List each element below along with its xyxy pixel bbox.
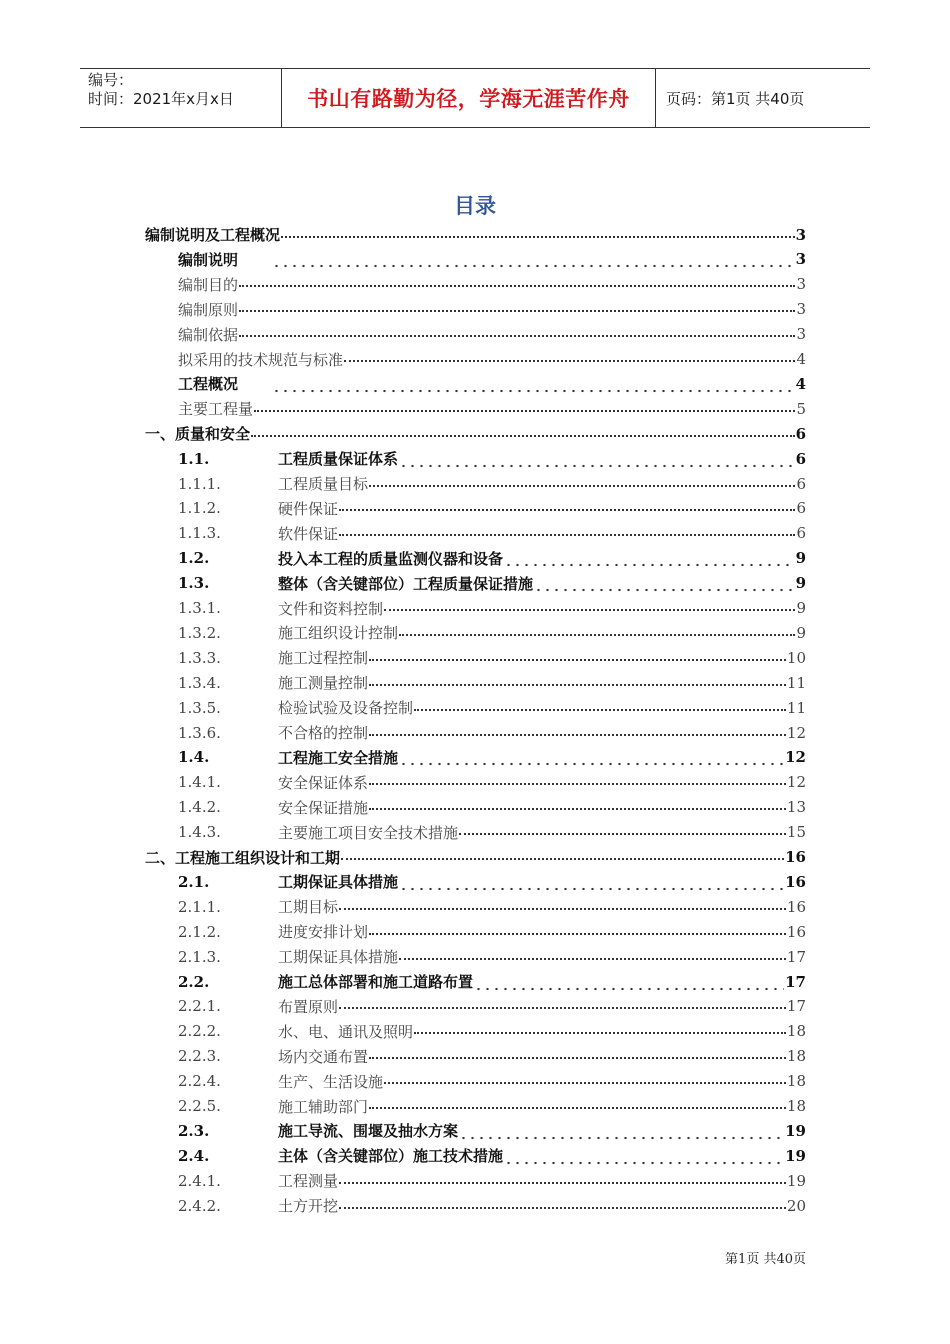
toc-entry-page: 9	[796, 599, 806, 617]
toc-entry-label: 安全保证体系	[278, 773, 369, 792]
toc-entry-label: 施工导流、围堰及抽水方案	[278, 1122, 459, 1141]
toc-entry[interactable]	[0, 795, 950, 820]
toc-entry[interactable]	[0, 745, 950, 770]
toc-entry-number: 1.4.2.	[178, 798, 221, 817]
toc-entry-label: 施工过程控制	[278, 649, 369, 668]
toc-entry-label: 水、电、通讯及照明	[278, 1022, 414, 1041]
header-meta	[80, 69, 282, 127]
toc-entry-page: 6	[796, 474, 806, 493]
toc-entry-page: 11	[786, 673, 806, 692]
toc-leader-dots	[341, 852, 784, 860]
toc-leader-dots	[369, 777, 786, 785]
toc-leader-dots	[459, 827, 786, 835]
toc-entry[interactable]	[0, 347, 950, 372]
toc-leader-dots	[369, 1051, 786, 1059]
toc-entry-label: 工程测量	[278, 1172, 339, 1191]
toc-entry[interactable]	[0, 247, 950, 272]
toc-entry-page: 17	[786, 947, 806, 966]
toc-entry-number: 1.4.	[178, 748, 210, 767]
toc-entry[interactable]	[0, 1044, 950, 1069]
toc-entry[interactable]	[0, 322, 950, 347]
toc-entry-label: 一、质量和安全	[145, 425, 251, 444]
toc-entry[interactable]	[0, 496, 950, 521]
toc-leader-dots	[414, 1026, 786, 1034]
toc-entry[interactable]	[0, 446, 950, 471]
toc-entry[interactable]	[0, 1143, 950, 1168]
toc-entry-number: 1.3.5.	[178, 698, 221, 717]
toc-leader-dots	[369, 728, 786, 736]
toc-entry-label: 文件和资料控制	[278, 599, 384, 618]
toc-entry-number: 1.1.3.	[178, 524, 221, 543]
toc-entry[interactable]	[0, 1094, 950, 1119]
toc-entry-page: 17	[786, 997, 806, 1016]
toc-entry[interactable]	[0, 894, 950, 919]
toc-leader-dots	[384, 603, 795, 611]
page-header	[80, 68, 870, 128]
toc-entry-number: 2.2.2.	[178, 1022, 221, 1041]
toc-entry-page: 16	[785, 872, 806, 891]
toc-leader-dots	[339, 1201, 786, 1209]
toc-leader-dots	[504, 1153, 784, 1165]
toc-entry-page: 3	[796, 300, 806, 319]
toc-leader-dots	[239, 329, 795, 337]
toc-entry-label: 施工组织设计控制	[278, 624, 399, 643]
toc-entry-number: 2.1.	[178, 872, 210, 891]
toc-entry-page: 3	[795, 225, 806, 244]
toc-entry-label: 施工测量控制	[278, 674, 369, 693]
toc-entry[interactable]	[0, 1069, 950, 1094]
toc-entry-number: 1.2.	[178, 549, 210, 568]
toc-entry-number: 2.3.	[178, 1121, 210, 1140]
toc-entry-label: 工程质量目标	[278, 475, 369, 493]
toc-entry[interactable]	[0, 1168, 950, 1193]
toc-entry-number: 2.2.5.	[178, 1097, 221, 1115]
toc-entry[interactable]	[0, 919, 950, 944]
toc-entry-page: 6	[796, 499, 806, 518]
toc-leader-dots	[339, 1001, 786, 1009]
toc-entry-page: 6	[796, 524, 806, 543]
toc-entry-label: 进度安排计划	[278, 923, 369, 942]
toc-entry-number: 1.3.	[178, 574, 210, 593]
toc-entry-number: 1.3.4.	[178, 673, 221, 692]
toc-entry-number: 2.1.1.	[178, 897, 221, 916]
toc-entry-page: 12	[786, 773, 806, 792]
toc-entry[interactable]	[0, 546, 950, 571]
toc-entry[interactable]	[0, 720, 950, 745]
toc-entry-page: 10	[786, 648, 806, 667]
toc-entry-label: 编制说明及工程概况	[145, 226, 281, 244]
toc-entry[interactable]	[0, 869, 950, 894]
toc-entry[interactable]	[0, 596, 950, 621]
toc-leader-dots	[369, 802, 786, 810]
toc-entry-label: 二、工程施工组织设计和工期	[145, 848, 341, 867]
toc-entry-page: 19	[786, 1171, 806, 1190]
toc-entry-number: 1.3.1.	[178, 599, 221, 617]
toc-leader-dots	[534, 580, 795, 592]
toc-entry-page: 3	[795, 250, 806, 269]
toc-entry-page: 19	[785, 1146, 806, 1165]
toc-entry-page: 4	[796, 350, 806, 368]
toc-entry-number: 1.4.1.	[178, 773, 221, 792]
toc-entry-label: 软件保证	[278, 524, 339, 543]
toc-entry-label: 工程概况	[178, 375, 239, 394]
toc-entry[interactable]	[0, 272, 950, 297]
header-page-label: 页码：第1页 共40页	[666, 89, 805, 108]
toc-leader-dots	[339, 503, 795, 511]
toc-entry[interactable]	[0, 222, 950, 247]
toc-entry[interactable]	[0, 297, 950, 322]
toc-entry-label: 工期保证具体措施	[278, 948, 399, 967]
toc-leader-dots	[254, 404, 795, 412]
toc-entry[interactable]	[0, 421, 950, 446]
toc-leader-dots	[239, 279, 795, 287]
toc-entry-page: 13	[786, 798, 806, 817]
toc-leader-dots	[339, 528, 795, 536]
date-label: 时间：2021年x月x日	[88, 90, 234, 108]
toc-entry-label: 检验试验及设备控制	[278, 699, 414, 718]
toc-entry-label: 拟采用的技术规范与标准	[178, 350, 344, 369]
toc-entry-page: 6	[795, 424, 806, 443]
toc-entry-label: 工程质量保证体系	[278, 450, 399, 469]
toc-entry-page: 5	[796, 399, 806, 418]
toc-entry-number: 2.2.	[178, 972, 210, 991]
toc-entry-page: 17	[785, 972, 806, 991]
toc-entry[interactable]	[0, 770, 950, 795]
toc-entry-page: 11	[786, 698, 806, 717]
toc-leader-dots	[369, 927, 786, 935]
toc-entry-page: 19	[785, 1121, 806, 1140]
toc-leader-dots	[504, 555, 795, 567]
toc-entry-label: 编制说明	[178, 250, 239, 269]
toc-entry-page: 20	[786, 1196, 806, 1215]
toc-leader-dots	[272, 381, 795, 393]
toc-entry[interactable]	[0, 845, 950, 870]
page-footer: 第1页 共40页	[725, 1252, 806, 1267]
toc-entry[interactable]	[0, 620, 950, 645]
toc-leader-dots	[399, 456, 795, 468]
toc-entry-label: 工期保证具体措施	[278, 873, 399, 892]
toc-entry-number: 2.1.2.	[178, 922, 221, 941]
toc-leader-dots	[399, 754, 784, 766]
code-label: 编号：	[88, 71, 134, 89]
toc-leader-dots	[344, 354, 795, 362]
toc-leader-dots	[369, 479, 795, 487]
toc-entry[interactable]	[0, 371, 950, 396]
toc-entry-label: 主体（含关键部位）施工技术措施	[278, 1147, 504, 1166]
toc-entry-label: 生产、生活设施	[278, 1072, 384, 1091]
toc-entry-label: 编制依据	[178, 325, 239, 344]
toc-leader-dots	[459, 1128, 784, 1140]
toc-entry-number: 1.1.2.	[178, 499, 221, 518]
toc-entry-page: 12	[786, 723, 806, 742]
toc-leader-dots	[369, 678, 786, 686]
toc-leader-dots	[239, 304, 795, 312]
toc-entry[interactable]	[0, 571, 950, 596]
toc-leader-dots	[339, 902, 786, 910]
toc-leader-dots	[414, 703, 786, 711]
toc-entry-label: 工期目标	[278, 898, 339, 917]
toc-leader-dots	[272, 256, 795, 268]
toc-entry[interactable]	[0, 969, 950, 994]
toc-entry-number: 1.1.	[178, 449, 210, 468]
toc-entry-page: 16	[786, 922, 806, 941]
toc-entry-label: 编制目的	[178, 275, 239, 294]
toc-entry-number: 1.4.3.	[178, 823, 221, 842]
toc-entry[interactable]	[0, 695, 950, 720]
toc-leader-dots	[399, 879, 784, 891]
toc-entry-page: 6	[795, 449, 806, 468]
toc-entry-label: 编制原则	[178, 300, 239, 319]
toc-leader-dots	[474, 979, 784, 991]
toc-entry-label: 土方开挖	[278, 1197, 339, 1216]
toc-leader-dots	[399, 952, 786, 960]
toc-entry-number: 1.1.1.	[178, 474, 221, 493]
toc-leader-dots	[281, 230, 795, 238]
toc-entry-page: 18	[786, 1072, 806, 1091]
toc-entry-number: 1.3.2.	[178, 623, 221, 642]
toc-entry[interactable]	[0, 521, 950, 546]
toc-entry-label: 整体（含关键部位）工程质量保证措施	[278, 574, 534, 593]
toc-entry-page: 16	[786, 897, 806, 916]
toc-entry-page: 18	[786, 1097, 806, 1115]
toc-entry[interactable]	[0, 944, 950, 969]
toc-entry[interactable]	[0, 670, 950, 695]
toc-entry-page: 18	[786, 1047, 806, 1066]
toc-leader-dots	[251, 429, 795, 437]
toc-entry-label: 施工总体部署和施工道路布置	[278, 973, 474, 991]
toc-entry-page: 18	[786, 1022, 806, 1041]
toc-entry-page: 9	[796, 623, 806, 642]
toc-entry-label: 工程施工安全措施	[278, 748, 399, 767]
toc-entry-label: 硬件保证	[278, 499, 339, 518]
toc-entry-number: 2.2.4.	[178, 1072, 221, 1091]
toc-leader-dots	[339, 1176, 786, 1184]
toc-entry[interactable]	[0, 1019, 950, 1044]
toc-leader-dots	[369, 653, 786, 661]
toc-entry[interactable]	[0, 994, 950, 1019]
toc-entry[interactable]	[0, 471, 950, 496]
toc-entry-page: 3	[796, 325, 806, 344]
toc-entry-label: 施工辅助部门	[278, 1097, 369, 1116]
toc-entry-number: 2.2.1.	[178, 997, 221, 1016]
toc-entry-number: 2.2.3.	[178, 1047, 221, 1066]
toc-leader-dots	[384, 1076, 786, 1084]
toc-entry-number: 1.3.6.	[178, 723, 221, 742]
toc-entry-label: 不合格的控制	[278, 724, 369, 742]
toc-entry-page: 16	[785, 848, 806, 866]
toc-entry-number: 2.4.	[178, 1146, 210, 1165]
toc-title: 目录	[454, 194, 496, 218]
toc-entry-label: 主要施工项目安全技术措施	[278, 823, 459, 842]
toc-entry-number: 2.1.3.	[178, 947, 221, 966]
toc-entry-number: 2.4.2.	[178, 1196, 221, 1215]
toc-entry-number: 2.4.1.	[178, 1171, 221, 1190]
toc-entry-page: 9	[795, 549, 806, 568]
toc-entry-number: 1.3.3.	[178, 648, 221, 667]
toc-leader-dots	[399, 628, 795, 636]
toc-entry-label: 投入本工程的质量监测仪器和设备	[278, 549, 504, 568]
toc-leader-dots	[369, 1101, 786, 1109]
toc-entry[interactable]	[0, 820, 950, 845]
toc-entry[interactable]	[0, 1118, 950, 1143]
toc-entry-label: 安全保证措施	[278, 798, 369, 817]
toc-entry[interactable]	[0, 396, 950, 421]
toc-entry[interactable]	[0, 1193, 950, 1218]
toc-entry-page: 9	[795, 574, 806, 593]
toc-entry-page: 12	[785, 748, 806, 767]
toc-entry-page: 3	[796, 275, 806, 294]
toc-entry[interactable]	[0, 645, 950, 670]
toc-entry-label: 布置原则	[278, 997, 339, 1016]
header-motto: 书山有路勤为径，学海无涯苦作舟	[282, 69, 656, 127]
toc-entry-label: 场内交通布置	[278, 1047, 369, 1066]
toc-entry-page: 15	[786, 823, 806, 842]
toc-entry-label: 主要工程量	[178, 400, 254, 419]
toc-entry-page: 4	[795, 374, 806, 393]
